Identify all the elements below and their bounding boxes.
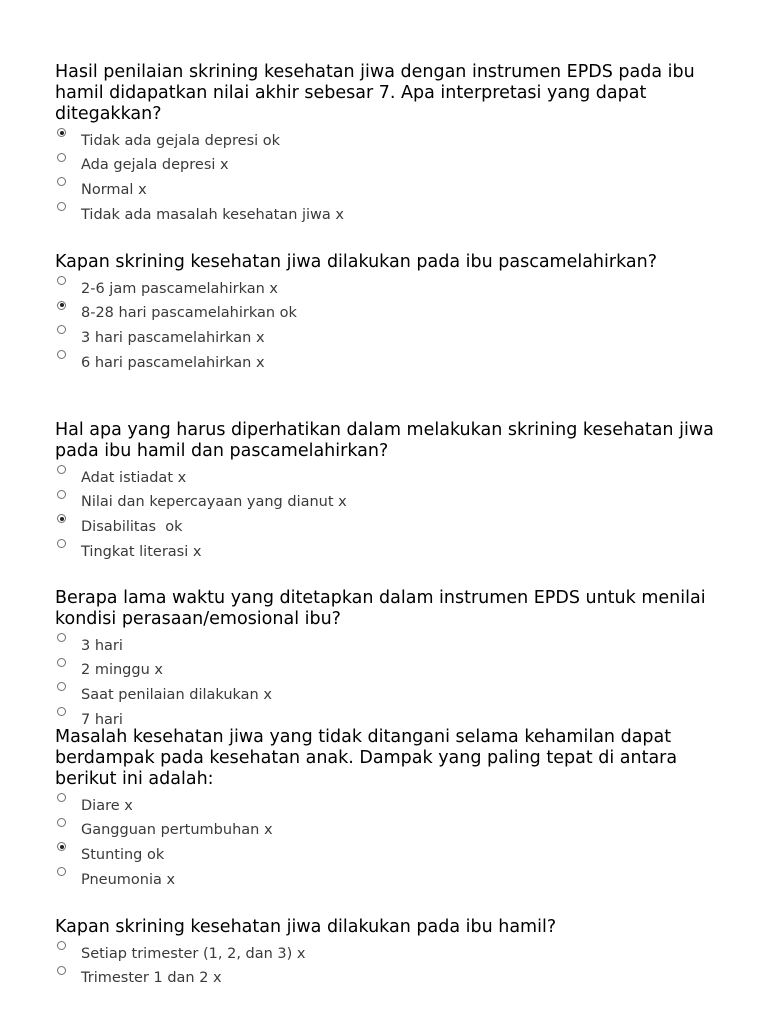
option-label: Setiap trimester (1, 2, dan 3) x: [81, 945, 306, 962]
radio-button-icon[interactable]: [57, 490, 66, 499]
options-list: [55, 632, 735, 731]
option-item[interactable]: [55, 275, 735, 300]
radio-button-icon[interactable]: [57, 966, 66, 975]
option-item[interactable]: [55, 300, 735, 325]
option-item[interactable]: [55, 349, 735, 374]
option-item[interactable]: [55, 817, 735, 842]
option-item[interactable]: [55, 841, 735, 866]
radio-button-checked-icon[interactable]: [57, 128, 66, 137]
radio-button-icon[interactable]: [57, 539, 66, 548]
question-text: Hasil penilaian skrining kesehatan jiwa dengan instrumen EPDS pada ibu hamil didapatkan nilai akhir sebesar 7. Apa interpretasi yang dapat ditegakkan?: [55, 62, 695, 124]
option-item[interactable]: [55, 965, 735, 990]
option-item[interactable]: [55, 792, 735, 817]
radio-button-icon[interactable]: [57, 465, 66, 474]
option-label: 3 hari: [81, 637, 123, 654]
option-item[interactable]: [55, 152, 735, 177]
option-item[interactable]: [55, 176, 735, 201]
option-label: Saat penilaian dilakukan x: [81, 687, 272, 704]
radio-button-icon[interactable]: [57, 682, 66, 691]
option-label: Tidak ada gejala depresi ok: [81, 132, 281, 149]
option-item[interactable]: [55, 513, 735, 538]
question-3: [55, 420, 735, 563]
option-label: Gangguan pertumbuhan x: [81, 822, 273, 839]
option-item[interactable]: [55, 201, 735, 226]
option-label: 8-28 hari pascamelahirkan ok: [81, 305, 297, 322]
option-label: Nilai dan kepercayaan yang dianut x: [81, 494, 347, 511]
option-item[interactable]: [55, 324, 735, 349]
question-6: [55, 917, 735, 989]
radio-button-icon[interactable]: [57, 633, 66, 642]
radio-button-icon[interactable]: [57, 350, 66, 359]
option-item[interactable]: [55, 940, 735, 965]
radio-button-icon[interactable]: [57, 177, 66, 186]
question-text: Berapa lama waktu yang ditetapkan dalam instrumen EPDS untuk menilai kondisi perasaan/emosional ibu?: [55, 588, 706, 629]
radio-button-icon[interactable]: [57, 867, 66, 876]
option-label: Trimester 1 dan 2 x: [81, 970, 222, 987]
option-label: 2 minggu x: [81, 662, 163, 679]
option-label: Disabilitas ok: [81, 519, 183, 536]
question-text: Masalah kesehatan jiwa yang tidak ditangani selama kehamilan dapat berdampak pada kesehatan anak. Dampak yang paling tepat di antara berikut ini adalah:: [55, 727, 678, 789]
option-item[interactable]: [55, 681, 735, 706]
radio-button-checked-icon[interactable]: [57, 514, 66, 523]
radio-button-icon[interactable]: [57, 658, 66, 667]
question-4: [55, 588, 735, 731]
option-label: 3 hari pascamelahirkan x: [81, 330, 265, 347]
option-label: 2-6 jam pascamelahirkan x: [81, 280, 278, 297]
question-text: Kapan skrining kesehatan jiwa dilakukan pada ibu hamil?: [55, 917, 557, 937]
question-5: [55, 727, 735, 891]
question-text: Kapan skrining kesehatan jiwa dilakukan pada ibu pascamelahirkan?: [55, 252, 658, 272]
options-list: [55, 464, 735, 563]
radio-button-icon[interactable]: [57, 325, 66, 334]
option-item[interactable]: [55, 632, 735, 657]
options-list: [55, 792, 735, 891]
option-item[interactable]: [55, 489, 735, 514]
question-text: Hal apa yang harus diperhatikan dalam melakukan skrining kesehatan jiwa pada ibu hamil dan pascamelahirkan?: [55, 420, 714, 461]
question-2: [55, 252, 735, 374]
radio-button-icon[interactable]: [57, 793, 66, 802]
option-label: Ada gejala depresi x: [81, 157, 229, 174]
radio-button-checked-icon[interactable]: [57, 301, 66, 310]
option-label: Adat istiadat x: [81, 469, 187, 486]
radio-button-checked-icon[interactable]: [57, 842, 66, 851]
option-label: 6 hari pascamelahirkan x: [81, 354, 265, 371]
options-list: [55, 940, 735, 989]
radio-button-icon[interactable]: [57, 707, 66, 716]
option-label: 7 hari: [81, 711, 123, 728]
option-label: Tingkat literasi x: [81, 543, 202, 560]
option-label: Diare x: [81, 797, 133, 814]
option-label: Stunting ok: [81, 847, 165, 864]
option-item[interactable]: [55, 657, 735, 682]
option-item[interactable]: [55, 127, 735, 152]
options-list: [55, 127, 735, 226]
option-label: Tidak ada masalah kesehatan jiwa x: [81, 206, 344, 223]
option-item[interactable]: [55, 538, 735, 563]
option-item[interactable]: [55, 866, 735, 891]
radio-button-icon[interactable]: [57, 153, 66, 162]
question-1: [55, 62, 735, 226]
radio-button-icon[interactable]: [57, 941, 66, 950]
option-label: Pneumonia x: [81, 871, 176, 888]
option-item[interactable]: [55, 464, 735, 489]
option-label: Normal x: [81, 182, 147, 199]
radio-button-icon[interactable]: [57, 202, 66, 211]
options-list: [55, 275, 735, 374]
radio-button-icon[interactable]: [57, 276, 66, 285]
radio-button-icon[interactable]: [57, 818, 66, 827]
